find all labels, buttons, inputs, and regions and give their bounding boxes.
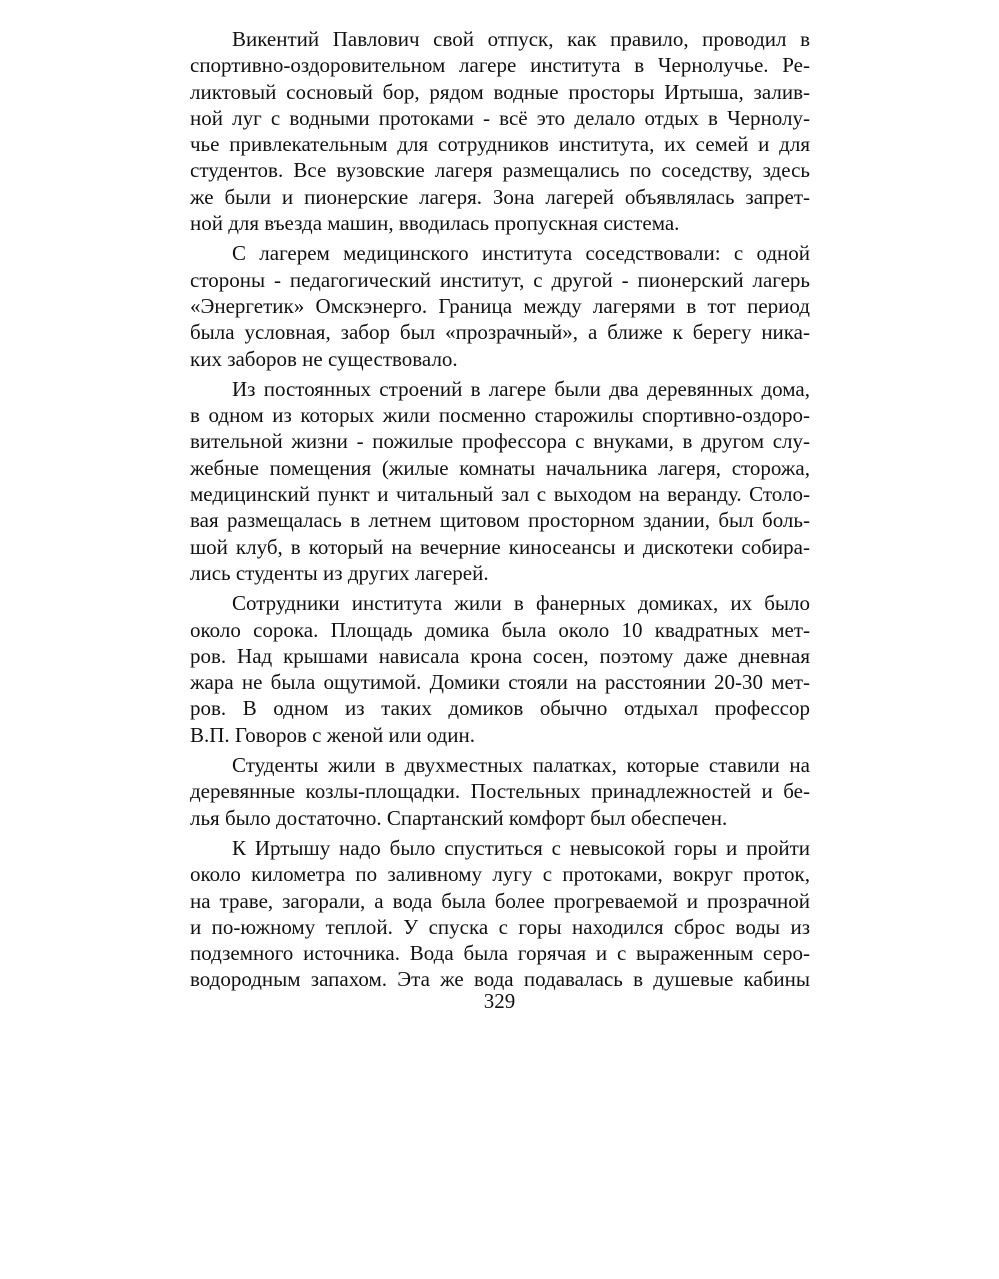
paragraph	[190, 240, 810, 371]
body-text	[190, 26, 810, 997]
text-line: Сотрудники института жили в фанерных домиках, их было	[232, 591, 810, 616]
text-line: жара не была ощутимой. Домики стояли на расстоянии 20-30 мет-	[190, 670, 810, 695]
text-line: вая размещалась в летнем щитовом просторном здании, был боль-	[190, 508, 810, 533]
text-line: и по-южному теплой. У спуска с горы находился сброс воды из	[190, 914, 810, 939]
text-line: же были и пионерские лагеря. Зона лагерей объявлялась запрет-	[190, 184, 810, 209]
text-line: лья было достаточно. Спартанский комфорт был обеспечен.	[190, 805, 728, 830]
text-line: в одном из которых жили посменно старожилы спортивно-оздоро-	[190, 403, 810, 428]
text-line: водородным запахом. Эта же вода подавалась в душевые кабины	[190, 967, 810, 992]
paragraph	[190, 26, 810, 236]
text-line: К Иртышу надо было спуститься с невысокой горы и пройти	[232, 835, 810, 860]
text-line: Викентий Павлович свой отпуск, как правило, проводил в	[232, 27, 810, 51]
text-line: на траве, загорали, а вода была более прогреваемой и прозрачной	[190, 888, 810, 913]
text-line: стороны - педагогический институт, с другой - пионерский лагерь	[190, 267, 810, 292]
text-line: медицинский пункт и читальный зал с выходом на веранду. Столо-	[190, 482, 810, 507]
text-line: подземного источника. Вода была горячая и с выраженным серо-	[190, 941, 810, 966]
text-line: В.П. Говоров с женой или один.	[190, 722, 476, 747]
text-line: около километра по заливному лугу с протоками, вокруг проток,	[190, 862, 810, 887]
paragraph	[190, 835, 810, 993]
text-line: С лагерем медицинского института соседствовали: с одной	[232, 241, 810, 266]
text-line: ликтовый сосновый бор, рядом водные просторы Иртыша, залив-	[190, 79, 810, 104]
text-line: была условная, забор был «прозрачный», а ближе к берегу ника-	[190, 320, 810, 345]
paragraph	[190, 376, 810, 586]
text-line: студентов. Все вузовские лагеря размещались по соседству, здесь	[190, 158, 810, 183]
text-line: лись студенты из других лагерей.	[190, 560, 489, 585]
text-line: чье привлекательным для сотрудников института, их семей и для	[190, 132, 810, 157]
text-line: ров. В одном из таких домиков обычно отдыхал профессор	[190, 696, 810, 721]
text-line: ной луг с водными протоками - всё это делало отдых в Чернолу-	[190, 105, 810, 130]
text-line: спортивно-оздоровительном лагере института в Чернолучье. Ре-	[190, 53, 810, 78]
text-line: Из постоянных строений в лагере были два деревянных дома,	[232, 376, 810, 401]
text-line: ких заборов не существовало.	[190, 346, 458, 371]
text-line: «Энергетик» Омскэнерго. Граница между лагерями в тот период	[190, 293, 810, 318]
paragraph	[190, 590, 810, 748]
text-line: ров. Над крышами нависала крона сосен, поэтому даже дневная	[190, 643, 810, 668]
text-line: ной для въезда машин, вводилась пропускная система.	[190, 211, 680, 236]
page-number: 329	[483, 989, 516, 1013]
text-line: деревянные козлы-площадки. Постельных принадлежностей и бе-	[190, 779, 810, 804]
paragraph	[190, 752, 810, 831]
text-line: шой клуб, в который на вечерние киносеансы и дискотеки собира-	[190, 534, 810, 559]
text-line: около сорока. Площадь домика была около 10 квадратных мет-	[190, 617, 810, 642]
text-line: Студенты жили в двухместных палатках, которые ставили на	[232, 753, 810, 778]
text-line: вительной жизни - пожилые профессора с внуками, в другом слу-	[190, 429, 810, 454]
text-line: жебные помещения (жилые комнаты начальника лагеря, сторожа,	[190, 455, 810, 480]
